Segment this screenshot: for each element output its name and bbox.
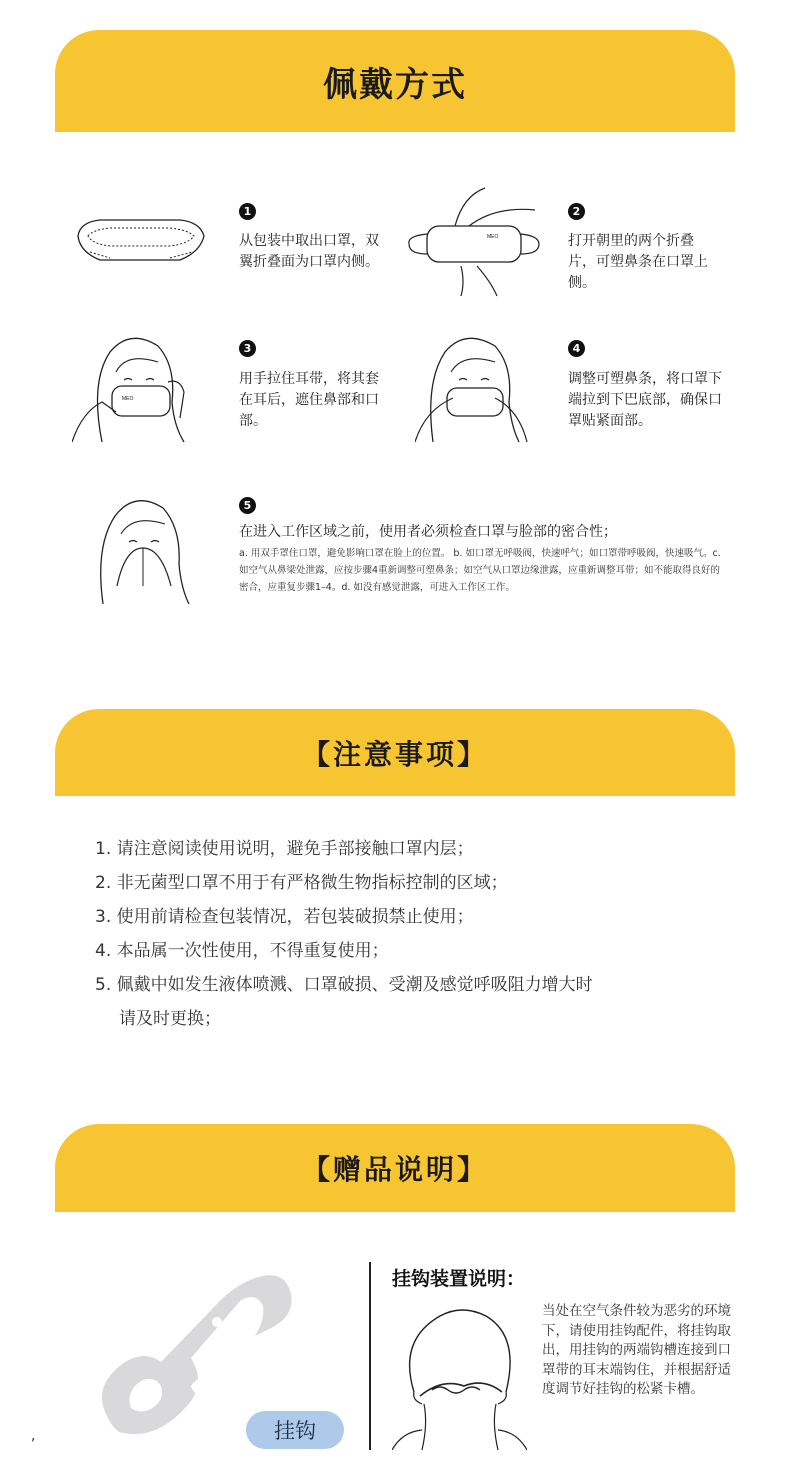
notes-banner [55, 709, 735, 796]
step-1-number: 1 [239, 203, 256, 220]
note-item: 4. 本品属一次性使用，不得重复使用； [95, 941, 389, 961]
wearing-title: 佩戴方式 [323, 64, 467, 105]
note-item: 1. 请注意阅读使用说明，避免手部接触口罩内层； [95, 839, 474, 859]
mask-logo-2: MEO [487, 234, 499, 240]
head-hook-illustration [392, 1300, 527, 1452]
folded-mask-illustration [70, 208, 210, 270]
step-4-text: 调整可塑鼻条，将口罩下端拉到下巴底部，确保口罩贴紧面部。 [568, 371, 722, 429]
face-seal-check-illustration [95, 486, 195, 606]
step-2-text: 打开朝里的两个折叠片，可塑鼻条在口罩上侧。 [568, 233, 708, 291]
step-1-text: 从包装中取出口罩，双翼折叠面为口罩内侧。 [239, 233, 379, 270]
notes-list [95, 832, 735, 1036]
note-item-continued: 请及时更换； [119, 1009, 221, 1029]
note-item: 5. 佩戴中如发生液体喷溅、口罩破损、受潮及感觉呼吸阻力增大时 [95, 975, 593, 995]
step-4-number: 4 [568, 340, 585, 357]
step-5-detail: a. 用双手罩住口罩，避免影响口罩在脸上的位置。 b. 如口罩无呼吸阀，快速呼气；如口罩带呼吸阀，快速吸气。c. 如空气从鼻梁处泄露，应按步骤4重新调整可塑鼻条；如空气从口罩边缘泄露，应重新调整耳带；如不能取得良好的密合，应重复步骤1–4。d. 如没有感觉泄露，可进入工作区工作。 [239, 548, 721, 593]
stray-mark: , [31, 1428, 36, 1444]
notes-title: 【注意事项】 [301, 737, 488, 771]
hook-label-pill: 挂钩 [246, 1411, 344, 1449]
gift-title: 【赠品说明】 [301, 1153, 488, 1186]
step-5-number: 5 [239, 497, 256, 514]
note-item: 2. 非无菌型口罩不用于有严格微生物指标控制的区域； [95, 873, 508, 893]
note-item: 3. 使用前请检查包装情况，若包装破损禁止使用； [95, 907, 474, 927]
mask-logo-3: MEO [122, 396, 134, 402]
gift-banner [55, 1124, 735, 1212]
step-5-text: 在进入工作区域之前，使用者必须检查口罩与脸部的密合性； [239, 524, 617, 540]
step-3-number: 3 [239, 340, 256, 357]
gift-divider [369, 1262, 371, 1450]
face-nose-clip-illustration [415, 322, 530, 444]
step-2-number: 2 [568, 203, 585, 220]
hook-title: 挂钩装置说明： [392, 1268, 526, 1290]
mask-opening-illustration [405, 186, 540, 298]
step-3-text: 用手拉住耳带，将其套在耳后，遮住鼻部和口部。 [239, 371, 379, 429]
wearing-banner [55, 30, 735, 132]
face-ear-loop-illustration [72, 322, 194, 444]
hook-description: 当处在空气条件较为恶劣的环境下，请使用挂钩配件，将挂钩取出，用挂钩的两端钩槽连接到口罩带的耳末端钩住，并根据舒适度调节好挂钩的松紧卡槽。 [542, 1303, 731, 1397]
